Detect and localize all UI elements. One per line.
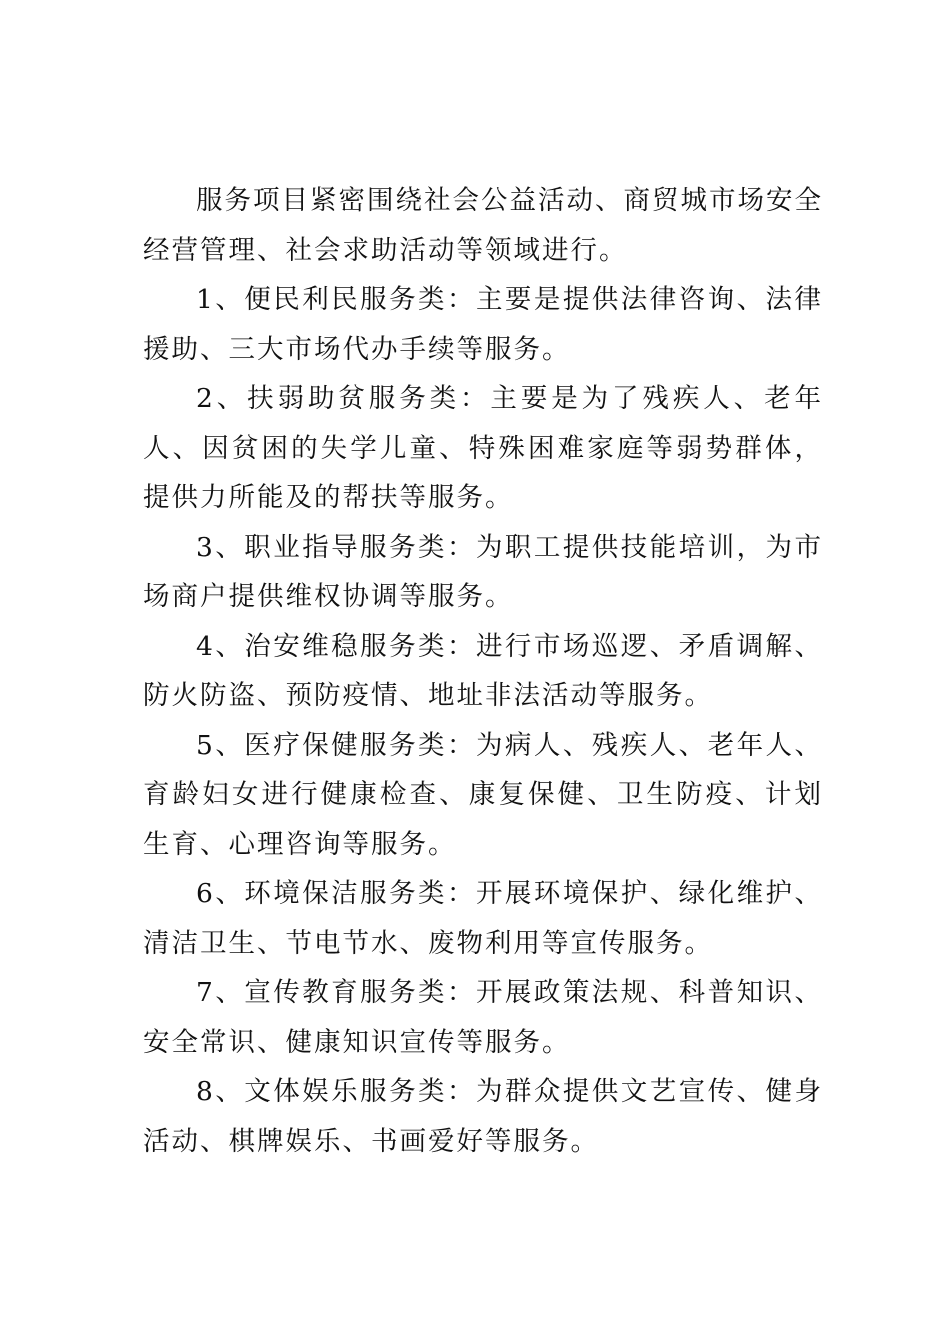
service-item-7-paragraph: 7、宣传教育服务类：开展政策法规、科普知识、安全常识、健康知识宣传等服务。	[143, 977, 823, 1058]
service-item-8-paragraph: 8、文体娱乐服务类：为群众提供文艺宣传、健身活动、棋牌娱乐、书画爱好等服务。	[143, 1076, 823, 1157]
service-item-2-paragraph: 2、扶弱助贫服务类：主要是为了残疾人、老年人、因贫困的失学儿童、特殊困难家庭等弱势群体，提供力所能及的帮扶等服务。	[143, 383, 823, 513]
service-item-4-paragraph: 4、治安维稳服务类：进行市场巡逻、矛盾调解、防火防盗、预防疫情、地址非法活动等服务。	[143, 630, 823, 711]
service-item-6-paragraph: 6、环境保洁服务类：开展环境保护、绿化维护、清洁卫生、节电节水、废物利用等宣传服务。	[143, 878, 823, 959]
service-item-3-paragraph: 3、职业指导服务类：为职工提供技能培训，为市场商户提供维权协调等服务。	[143, 531, 823, 612]
service-item-1-paragraph: 1、便民利民服务类：主要是提供法律咨询、法律援助、三大市场代办手续等服务。	[143, 284, 823, 365]
service-item-5-paragraph: 5、医疗保健服务类：为病人、残疾人、老年人、育龄妇女进行健康检查、康复保健、卫生防疫、计划生育、心理咨询等服务。	[143, 729, 823, 860]
intro-paragraph: 服务项目紧密围绕社会公益活动、商贸城市场安全经营管理、社会求助活动等领域进行。	[143, 185, 823, 266]
document-body	[143, 176, 823, 1166]
